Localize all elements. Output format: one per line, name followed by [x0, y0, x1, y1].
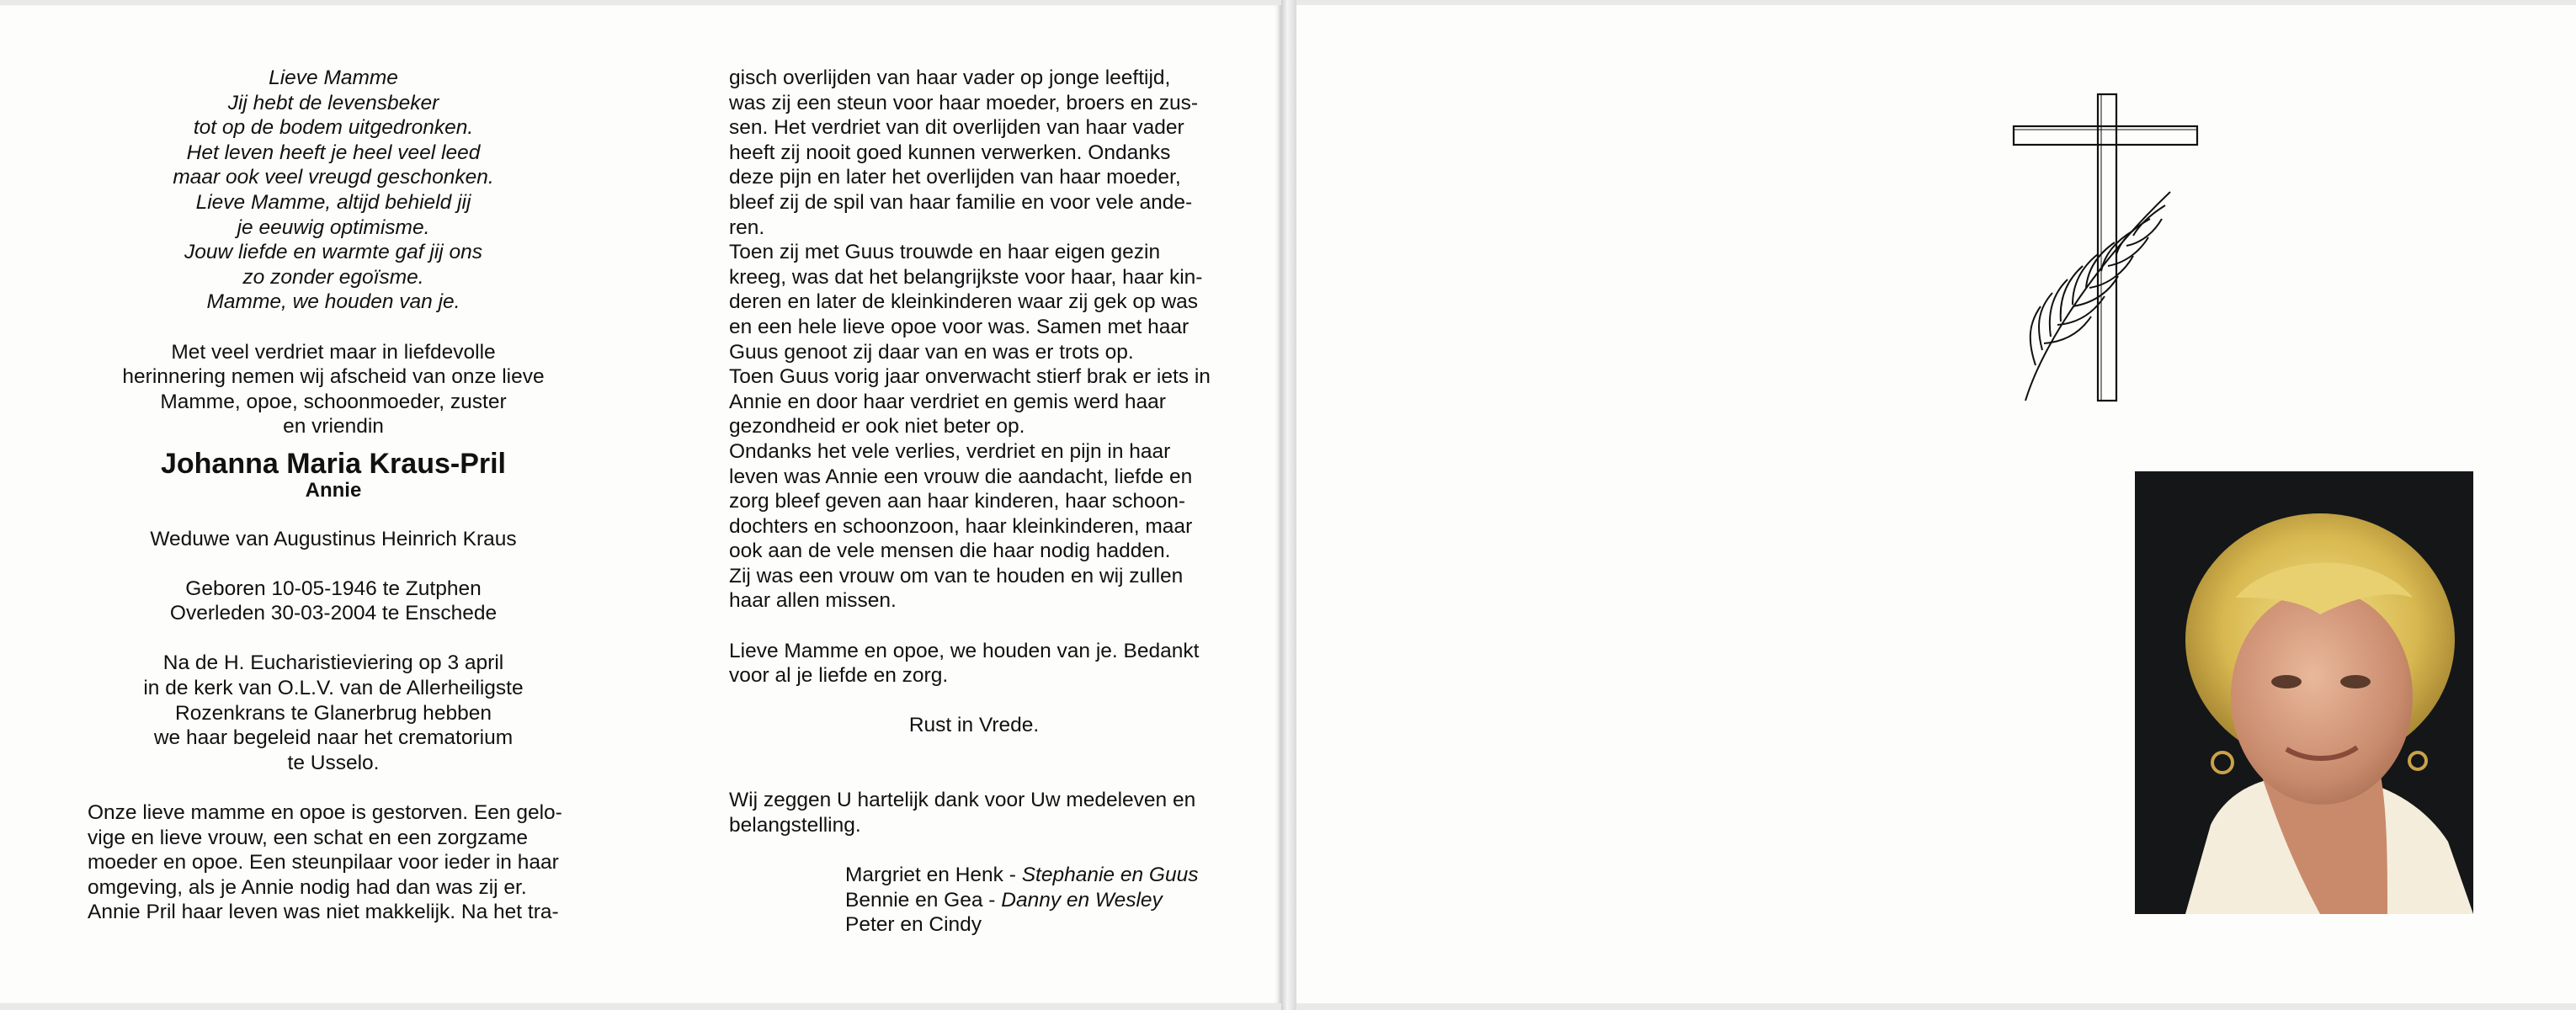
story-line: Annie en door haar verdriet en gemis werd haar — [729, 390, 1166, 413]
intro-line: Mamme, opoe, schoonmoeder, zuster — [160, 390, 507, 413]
closing-text — [729, 639, 1219, 688]
story-line: en een hele lieve opoe voor was. Samen met haar — [729, 315, 1190, 338]
story-line: Zij was een vrouw om van te houden en wij zullen — [729, 564, 1184, 587]
story-line: gisch overlijden van haar vader op jonge leeftijd, — [729, 66, 1171, 89]
poem — [88, 66, 579, 315]
story-line: deren en later de kleinkinderen waar zij gek op was — [729, 290, 1199, 314]
story-line: Onze lieve mamme en opoe is gestorven. Een gelo- — [88, 801, 562, 825]
signer-names: Peter en Cindy — [845, 913, 982, 937]
family-signatures — [845, 863, 1219, 938]
story-line: bleef zij de spil van haar familie en voor vele ande- — [729, 190, 1193, 214]
service-line: Na de H. Eucharistieviering op 3 april — [162, 651, 504, 675]
signer-separator: - — [1003, 864, 1022, 886]
story-line: Toen zij met Guus trouwde en haar eigen gezin — [729, 241, 1161, 264]
story-line: ren. — [729, 215, 765, 239]
closing-line: Lieve Mamme en opoe, we houden van je. Bedankt — [729, 639, 1200, 662]
service-text — [88, 651, 579, 775]
story-line: haar allen missen. — [729, 589, 897, 613]
story-line: omgeving, als je Annie nodig had dan was zij er. — [88, 875, 527, 899]
portrait-photo — [2135, 471, 2473, 914]
birth-date: Geboren 10-05-1946 te Zutphen — [185, 577, 482, 600]
poem-line: je eeuwig optimisme. — [237, 215, 430, 239]
widow-line: Weduwe van Augustinus Heinrich Kraus — [150, 527, 517, 550]
poem-line: Jouw liefde en warmte gaf jij ons — [184, 241, 483, 264]
story-line: dochters en schoonzoon, haar kleinkinderen, maar — [729, 514, 1193, 538]
signer-children: Stephanie en Guus — [1021, 864, 1199, 886]
card-fold — [1281, 0, 1296, 1010]
service-line: Rozenkrans te Glanerbrug hebben — [175, 701, 492, 725]
story-line: moeder en opoe. Een steunpilaar voor ieder in haar — [88, 851, 559, 874]
service-line: in de kerk van O.L.V. van de Allerheiligste — [143, 677, 524, 700]
poem-line: tot op de bodem uitgedronken. — [193, 116, 474, 140]
signer-names: Margriet en Henk — [845, 864, 1003, 886]
thanks-line: belangstelling. — [729, 813, 861, 837]
story-line: ook aan de vele mensen die haar nodig hadden. — [729, 540, 1171, 563]
story-line: heeft zij nooit goed kunnen verwerken. Ondanks — [729, 141, 1171, 164]
right-column — [729, 66, 1219, 938]
poem-line: Lieve Mamme, altijd behield jij — [195, 190, 471, 214]
thanks-line: Wij zeggen U hartelijk dank voor Uw medeleven en — [729, 789, 1196, 812]
card-inner-left-page — [0, 5, 1281, 1003]
story-line: sen. Het verdriet van dit overlijden van haar vader — [729, 116, 1184, 140]
signer-children: Danny en Wesley — [1001, 888, 1163, 912]
left-column — [88, 66, 579, 925]
poem-line: Mamme, we houden van je. — [206, 290, 460, 314]
life-story-continued — [729, 66, 1219, 614]
poem-line: Lieve Mamme — [269, 66, 398, 89]
story-line: was zij een steun voor haar moeder, broers en zus- — [729, 91, 1198, 114]
story-line: kreeg, was dat het belangrijkste voor haar, haar kin- — [729, 265, 1203, 289]
deceased-name: Johanna Maria Kraus-Pril — [160, 447, 506, 480]
deceased-nickname: Annie — [305, 478, 362, 502]
intro-line: herinnering nemen wij afscheid van onze lieve — [122, 365, 545, 389]
story-line: zorg bleef geven aan haar kinderen, haar schoon- — [729, 490, 1186, 513]
rest-in-peace: Rust in Vrede. — [908, 714, 1040, 737]
poem-line: Het leven heeft je heel veel leed — [186, 141, 481, 164]
death-date: Overleden 30-03-2004 te Enschede — [169, 602, 498, 625]
story-line: vige en lieve vrouw, een schat en een zorgzame — [88, 826, 528, 849]
signer-line — [845, 888, 1219, 913]
story-line: Toen Guus vorig jaar onverwacht stierf brak er iets in — [729, 365, 1211, 389]
signer-names: Bennie en Gea — [845, 888, 983, 912]
service-line: we haar begeleid naar het crematorium — [153, 726, 514, 750]
story-line: Annie Pril haar leven was niet makkelijk. Na het tra- — [88, 901, 559, 924]
life-story-start — [88, 800, 579, 925]
signer-separator: - — [982, 888, 1002, 912]
story-line: Ondanks het vele verlies, verdriet en pijn in haar — [729, 439, 1171, 463]
cross-with-palm-icon — [2010, 88, 2212, 407]
service-line: te Usselo. — [287, 751, 380, 774]
signer-line — [845, 912, 1219, 938]
poem-line: zo zonder egoïsme. — [242, 265, 424, 289]
story-line: Guus genoot zij daar van en was er trots op. — [729, 340, 1134, 364]
intro-line: en vriendin — [283, 415, 384, 439]
portrait-image — [2135, 471, 2473, 914]
thanks-text — [729, 788, 1219, 837]
intro-line: Met veel verdriet maar in liefdevolle — [171, 340, 496, 364]
story-line: gezondheid er ook niet beter op. — [729, 415, 1025, 439]
closing-line: voor al je liefde en zorg. — [729, 664, 949, 688]
story-line: deze pijn en later het overlijden van haar moeder, — [729, 166, 1181, 189]
story-line: leven was Annie een vrouw die aandacht, liefde en — [729, 465, 1193, 488]
poem-line: Jij hebt de levensbeker — [227, 91, 439, 114]
signer-line — [845, 863, 1219, 888]
poem-line: maar ook veel vreugd geschonken. — [173, 166, 494, 189]
intro-text — [88, 340, 579, 439]
